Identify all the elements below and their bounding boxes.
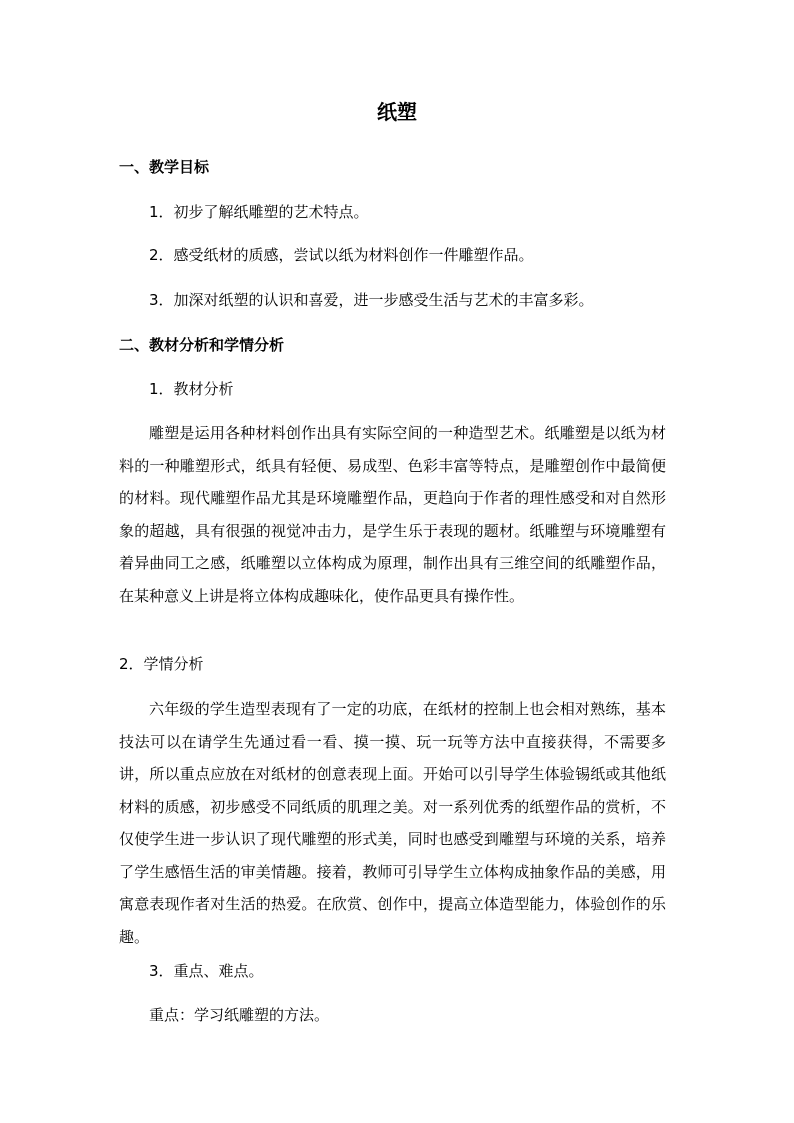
section-heading-teaching-goals: 一、教学目标 <box>119 158 210 176</box>
goal-item-3: 3．加深对纸塑的认识和喜爱，进一步感受生活与艺术的丰富多彩。 <box>149 291 594 309</box>
subsection-title-key-points: 3．重点、难点。 <box>149 962 264 980</box>
material-analysis-paragraph: 雕塑是运用各种材料创作出具有实际空间的一种造型艺术。纸雕塑是以纸为材料的一种雕塑形式，纸具有轻便、易成型、色彩丰富等特点，是雕塑创作中最简便的材料。现代雕塑作品尤其是环境雕塑作品，更趋向于作者的理性感受和对自然形象的超越，具有很强的视觉冲击力，是学生乐于表现的题材。纸雕塑与环境雕塑有着异曲同工之感，纸雕塑以立体构成为原理，制作出具有三维空间的纸雕塑作品，在某种意义上讲是将立体构成趣味化，使作品更具有操作性。 <box>119 424 666 605</box>
subsection-title-student-analysis: 2．学情分析 <box>119 655 204 673</box>
page-title: 纸塑 <box>377 100 417 124</box>
goal-item-1: 1．初步了解纸雕塑的艺术特点。 <box>149 203 369 221</box>
goal-item-2: 2．感受纸材的质感，尝试以纸为材料创作一件雕塑作品。 <box>149 246 534 264</box>
student-analysis-paragraph: 六年级的学生造型表现有了一定的功底，在纸材的控制上也会相对熟练，基本技法可以在请学生先通过看一看、摸一摸、玩一玩等方法中直接获得，不需要多讲，所以重点应放在对纸材的创意表现上面。开始可以引导学生体验锡纸或其他纸材料的质感，初步感受不同纸质的肌理之美。对一系列优秀的纸塑作品的赏析，不仅使学生进一步认识了现代雕塑的形式美，同时也感受到雕塑与环境的关系，培养了学生感悟生活的审美情趣。接着，教师可引导学生立体构成抽象作品的美感，用寓意表现作者对生活的热爱。在欣赏、创作中，提高立体造型能力，体验创作的乐趣。 <box>119 700 666 946</box>
subsection-title-material-analysis: 1．教材分析 <box>149 380 234 398</box>
section-heading-analysis: 二、教材分析和学情分析 <box>119 336 285 354</box>
key-point-text: 重点：学习纸雕塑的方法。 <box>149 1006 330 1024</box>
